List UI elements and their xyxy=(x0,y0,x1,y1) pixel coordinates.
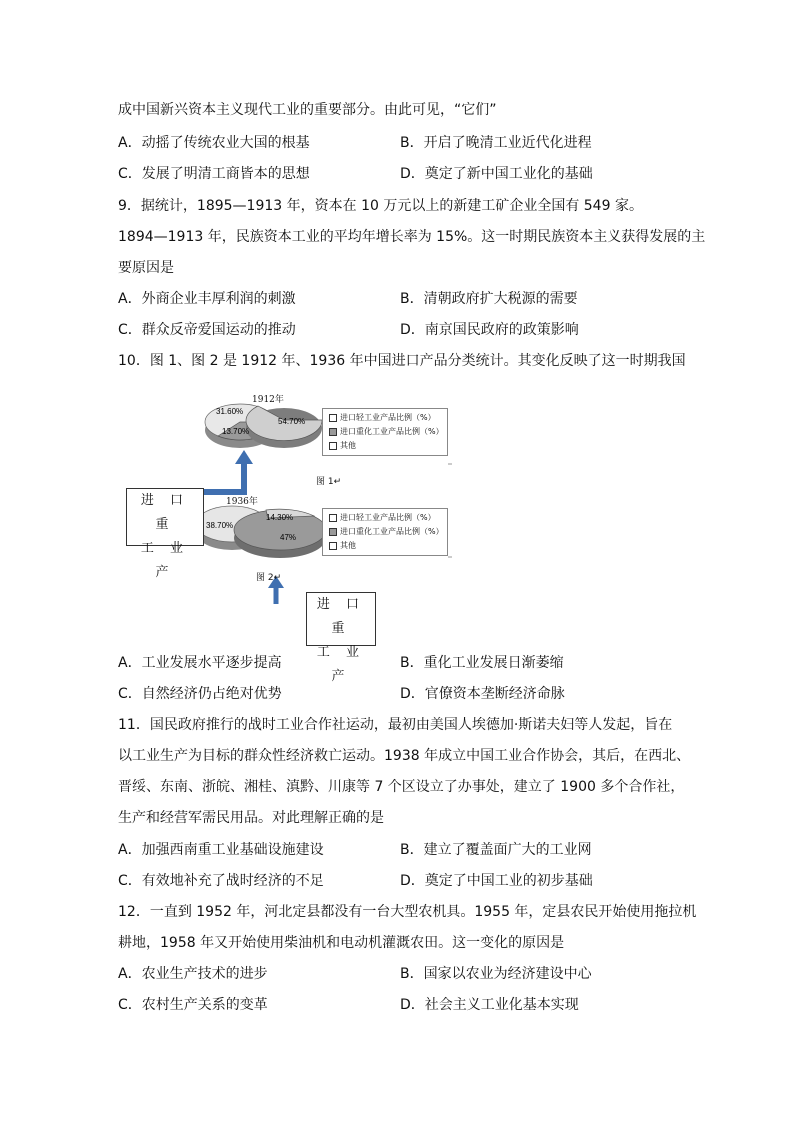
chart1-label-other: 54.70% xyxy=(278,417,306,426)
chart2-caption: 图 2↵ xyxy=(256,573,282,583)
q9-text-line1: 9．据统计，1895—1913 年，资本在 10 万元以上的新建工矿企业全国有 549 家。 xyxy=(118,198,643,214)
legend-swatch-other xyxy=(329,442,337,450)
q9-option-c[interactable]: C．群众反帝爱国运动的推动 xyxy=(118,322,296,338)
q11-text-line2: 以工业生产为目标的群众性经济救亡运动。1938 年成立中国工业合作协会，其后，在西北、 xyxy=(118,748,691,764)
legend-swatch-heavy xyxy=(329,428,337,436)
callout-box-1-line1: 进 口 重 xyxy=(140,493,190,532)
chart1-title: 1912年 xyxy=(252,395,284,405)
chart2-label-heavy: 47% xyxy=(280,533,297,542)
q10-option-d[interactable]: D．官僚资本垄断经济命脉 xyxy=(400,686,565,702)
q12-option-c[interactable]: C．农村生产关系的变革 xyxy=(118,997,268,1013)
q12-option-a[interactable]: A．农业生产技术的进步 xyxy=(118,966,268,982)
chart2-label-other: 14.30% xyxy=(266,513,294,522)
legend-item-heavy: 进口重化工业产品比例（%） xyxy=(329,425,441,439)
q10-option-a[interactable]: A．工业发展水平逐步提高 xyxy=(118,655,282,671)
option-d[interactable]: D．奠定了新中国工业化的基础 xyxy=(400,166,593,182)
option-c[interactable]: C．发展了明清工商皆本的思想 xyxy=(118,166,310,182)
chart1-legend xyxy=(322,408,448,456)
q9-option-d[interactable]: D．南京国民政府的政策影响 xyxy=(400,322,579,338)
callout-box-2-line1: 进 口 重 xyxy=(316,597,366,636)
chart2-legend xyxy=(322,508,448,556)
legend-item-other: 其他 xyxy=(329,539,441,553)
question-text: 成中国新兴资本主义现代工业的重要部分。由此可见，“它们” xyxy=(118,102,497,118)
q9-option-a[interactable]: A．外商企业丰厚利润的刺激 xyxy=(118,291,296,307)
q12-text-line2: 耕地，1958 年又开始使用柴油机和电动机灌溉农田。这一变化的原因是 xyxy=(118,935,565,951)
chart2-title: 1936年 xyxy=(226,497,258,507)
legend-item-heavy: 进口重化工业产品比例（%） xyxy=(329,525,441,539)
q11-option-c[interactable]: C．有效地补充了战时经济的不足 xyxy=(118,873,324,889)
callout-box-2 xyxy=(306,592,376,684)
q12-text-line1: 12．一直到 1952 年，河北定县都没有一台大型农机具。1955 年，定县农民开始使用拖拉机 xyxy=(118,904,697,920)
q11-option-b[interactable]: B．建立了覆盖面广大的工业网 xyxy=(400,842,592,858)
legend-swatch-heavy xyxy=(329,528,337,536)
q10-option-c[interactable]: C．自然经济仍占绝对优势 xyxy=(118,686,282,702)
callout-box-1 xyxy=(126,488,204,580)
chart2-pie xyxy=(196,506,326,558)
q11-option-a[interactable]: A．加强西南重工业基础设施建设 xyxy=(118,842,324,858)
option-b[interactable]: B．开启了晚清工业近代化进程 xyxy=(400,135,592,151)
legend-item-light: 进口轻工业产品比例（%） xyxy=(329,411,441,425)
legend-item-other: 其他 xyxy=(329,439,441,453)
legend-swatch-light xyxy=(329,414,337,422)
callout-box-2-line2: 工 业 产 xyxy=(316,645,366,684)
q11-text-line4: 生产和经营军需民用品。对此理解正确的是 xyxy=(118,810,384,826)
q9-text-line2: 1894—1913 年，民族资本工业的平均年增长率为 15%。这一时期民族资本主义获得发展的主 xyxy=(118,229,706,245)
q11-text-line3: 晋绥、东南、浙皖、湘桂、滇黔、川康等 7 个区设立了办事处，建立了 1900 多个合作社， xyxy=(118,779,685,795)
chart1-caption: 图 1↵ xyxy=(316,477,342,487)
q9-text-line3: 要原因是 xyxy=(118,260,174,276)
option-a[interactable]: A．动摇了传统农业大国的根基 xyxy=(118,135,310,151)
q9-option-b[interactable]: B．清朝政府扩大税源的需要 xyxy=(400,291,578,307)
legend-swatch-other xyxy=(329,542,337,550)
q10-option-b[interactable]: B．重化工业发展日渐萎缩 xyxy=(400,655,564,671)
chart1-label-light: 31.60% xyxy=(216,407,244,416)
q12-option-b[interactable]: B．国家以农业为经济建设中心 xyxy=(400,966,592,982)
q12-option-d[interactable]: D．社会主义工业化基本实现 xyxy=(400,997,579,1013)
legend-swatch-light xyxy=(329,514,337,522)
chart1-label-heavy: 13.70% xyxy=(222,427,250,436)
q10-text-line1: 10．图 1、图 2 是 1912 年、1936 年中国进口产品分类统计。其变化反映了这一时期我国 xyxy=(118,353,686,369)
chart2-label-light: 38.70% xyxy=(206,521,234,530)
legend-item-light: 进口轻工业产品比例（%） xyxy=(329,511,441,525)
arrow-up-1 xyxy=(178,450,253,492)
q11-option-d[interactable]: D．奠定了中国工业的初步基础 xyxy=(400,873,593,889)
q11-text-line1: 11．国民政府推行的战时工业合作社运动，最初由美国人埃德加·斯诺夫妇等人发起，旨在 xyxy=(118,717,673,733)
callout-box-1-line2: 工 业 产 xyxy=(140,541,190,580)
